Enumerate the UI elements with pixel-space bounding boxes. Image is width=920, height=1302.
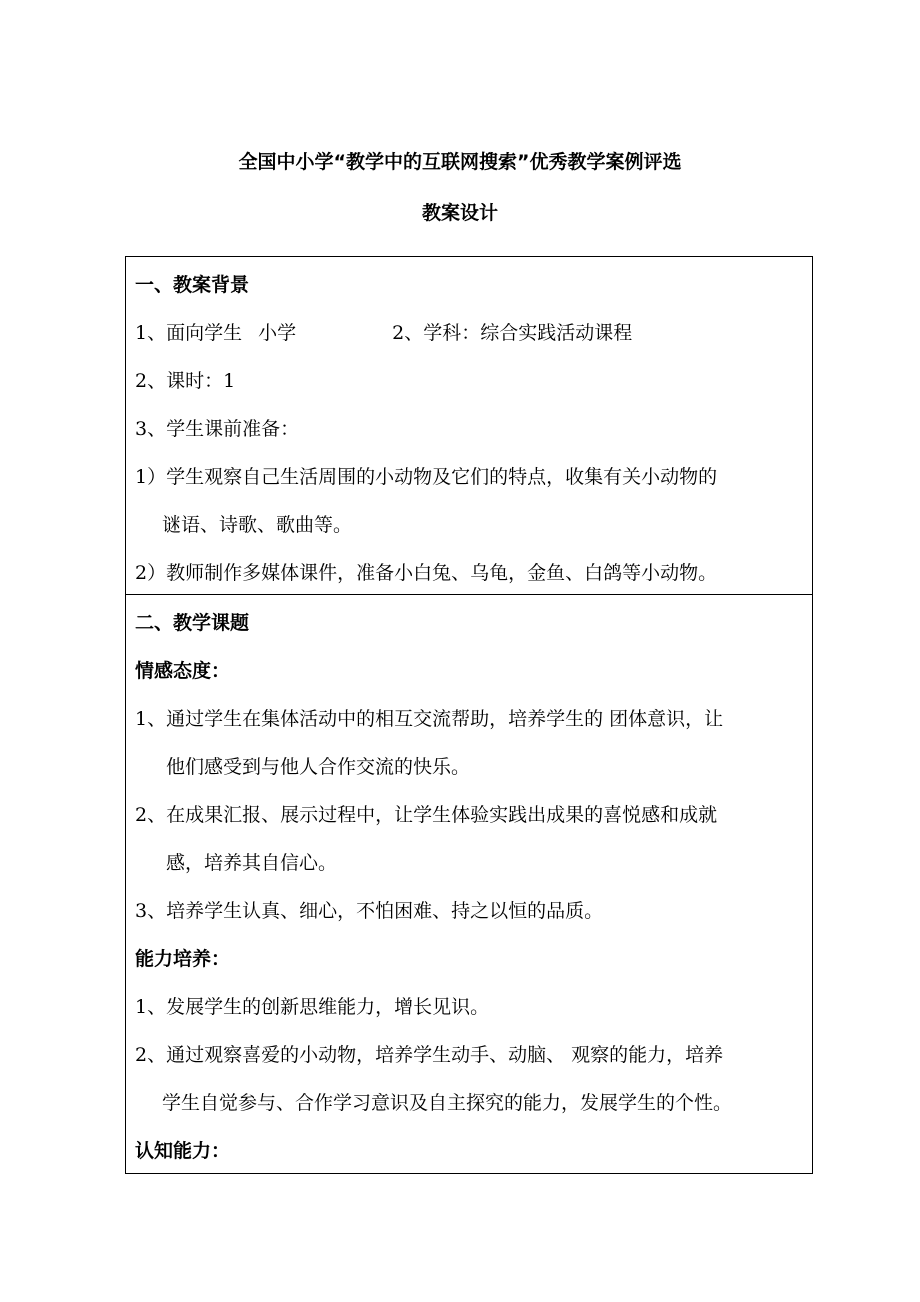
student-prep-item-1-cont: 谜语、诗歌、歌曲等。	[162, 514, 353, 536]
class-hours: 2、课时：1	[135, 370, 236, 392]
ability-item-2: 2、通过观察喜爱的小动物，培养学生动手、动脑、 观察的能力，培养	[135, 1044, 724, 1066]
audience-subject-line	[135, 321, 632, 345]
section-background-heading: 一、教案背景	[135, 274, 250, 296]
ability-item-1: 1、发展学生的创新思维能力，增长见识。	[135, 996, 490, 1018]
subject-text: 2、学科：综合实践活动课程	[392, 322, 633, 344]
emotion-item-3: 3、培养学生认真、细心，不怕困难、持之以恒的品质。	[135, 900, 604, 922]
section-background	[126, 257, 812, 595]
emotion-item-2-cont: 感，培养其自信心。	[166, 852, 338, 874]
student-prep-title: 3、学生课前准备：	[135, 418, 300, 440]
lesson-plan-table	[125, 256, 813, 1174]
document-title: 全国中小学“教学中的互联网搜索”优秀教学案例评选	[238, 151, 682, 173]
emotion-item-1: 1、通过学生在集体活动中的相互交流帮助，培养学生的 团体意识，让	[135, 708, 724, 730]
emotion-item-1-cont: 他们感受到与他人合作交流的快乐。	[166, 756, 471, 778]
audience-value: 小学	[258, 322, 297, 344]
cognition-title: 认知能力：	[135, 1140, 231, 1162]
emotion-attitude-title: 情感态度：	[135, 660, 231, 682]
section-topic-heading: 二、教学课题	[135, 612, 250, 634]
ability-item-2-cont: 学生自觉参与、合作学习意识及自主探究的能力，发展学生的个性。	[162, 1092, 733, 1114]
ability-title: 能力培养：	[135, 948, 231, 970]
section-teaching-topic	[126, 595, 812, 1173]
emotion-item-2: 2、在成果汇报、展示过程中，让学生体验实践出成果的喜悦感和成就	[135, 804, 718, 826]
student-prep-item-1: 1）学生观察自己生活周围的小动物及它们的特点，收集有关小动物的	[135, 466, 718, 488]
document-subtitle: 教案设计	[421, 202, 498, 224]
audience-label: 1、面向学生	[135, 322, 243, 344]
teacher-prep-item: 2）教师制作多媒体课件，准备小白兔、乌龟，金鱼、白鸽等小动物。	[135, 562, 718, 584]
